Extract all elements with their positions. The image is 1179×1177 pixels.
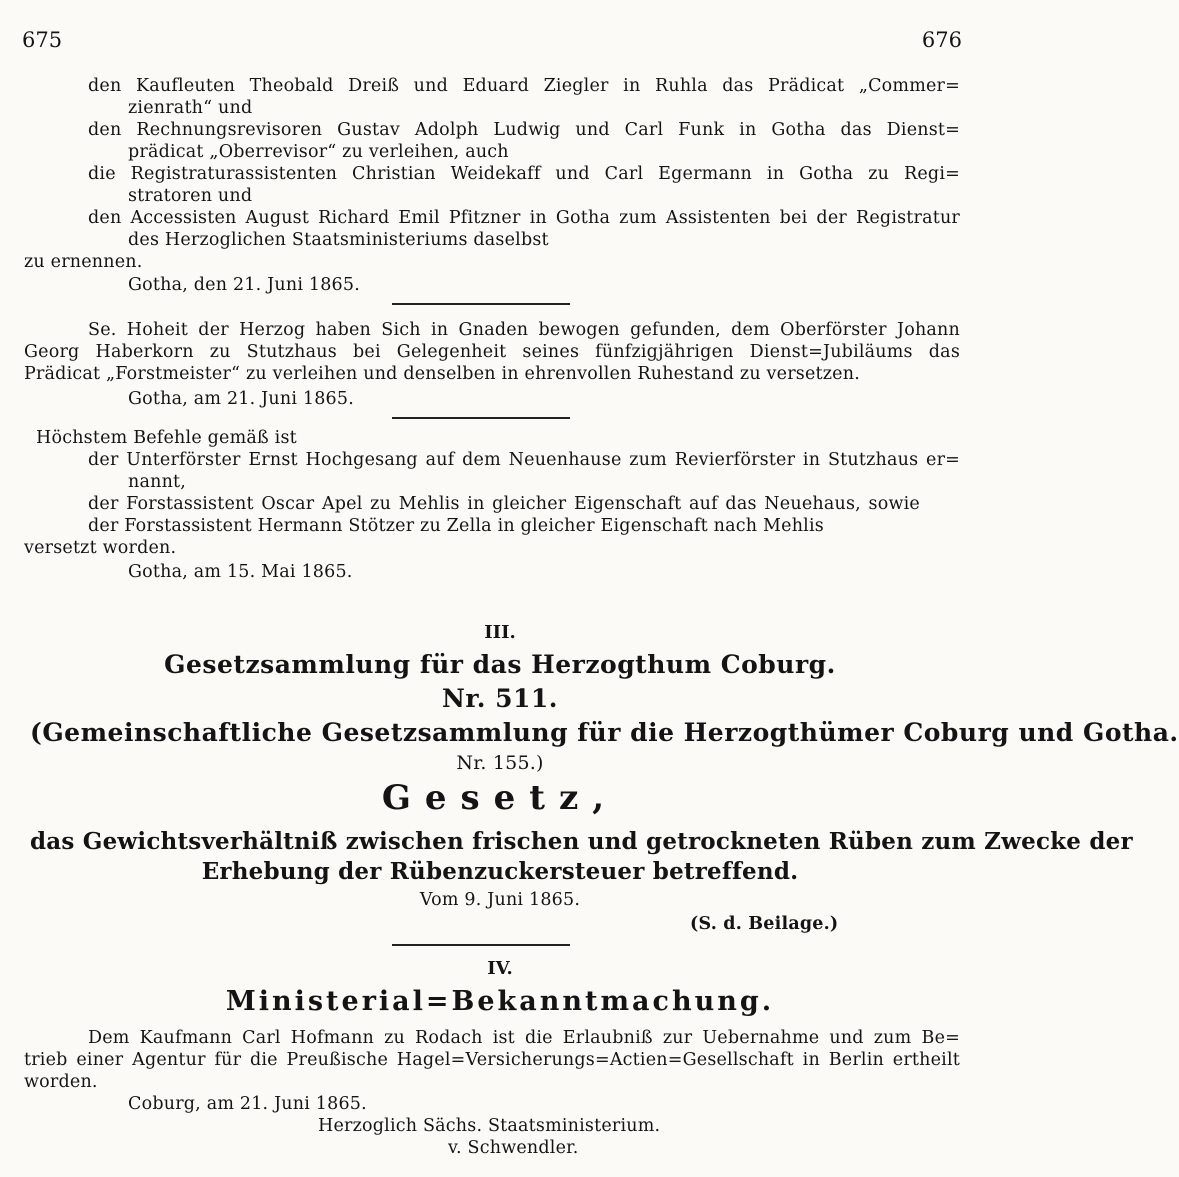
date-line: Gotha, am 15. Mai 1865. (128, 562, 353, 582)
separator-rule (392, 944, 570, 946)
text-line: Georg Haberkorn zu Stutzhaus bei Gelegenheit seines fünfzigjährigen Dienst=Jubiläums das (24, 342, 960, 362)
text-line: Dem Kaufmann Carl Hofmann zu Rodach ist die Erlaubniß zur Uebernahme und zum Be= (88, 1028, 960, 1048)
section-number-iii: III. (484, 622, 516, 643)
text-line: die Registraturassistenten Christian Weidekaff und Carl Egermann in Gotha zu Regi= (88, 164, 960, 184)
text-line: stratoren und (128, 186, 253, 206)
section-title: Ministerial=Bekanntmachung. (225, 986, 775, 1017)
text-line: prädicat „Oberrevisor“ zu verleihen, auch (128, 142, 509, 162)
text-line: versetzt worden. (24, 538, 177, 558)
text-line: Prädicat „Forstmeister“ zu verleihen und denselben in ehrenvollen Ruhestand zu versetzen. (24, 364, 860, 384)
text-line: trieb einer Agentur für die Preußische Hagel=Versicherungs=Actien=Gesellschaft in Berlin ertheilt (24, 1050, 960, 1070)
text-line: Höchstem Befehle gemäß ist (36, 428, 297, 448)
law-description: Erhebung der Rübenzuckersteuer betreffend. (201, 858, 799, 885)
date-line: Vom 9. Juni 1865. (419, 890, 581, 910)
law-number: Nr. 511. (441, 684, 559, 713)
date-line: Coburg, am 21. Juni 1865. (128, 1094, 367, 1114)
text-line: zu ernennen. (24, 252, 143, 272)
text-line: den Accessisten August Richard Emil Pfitzner in Gotha zum Assistenten bei der Registratur (88, 208, 960, 228)
text-line: zienrath“ und (128, 98, 253, 118)
page-number-right: 676 (921, 28, 962, 52)
text-line: der Forstassistent Hermann Stötzer zu Zella in gleicher Eigenschaft nach Mehlis (88, 516, 824, 536)
date-line: Gotha, den 21. Juni 1865. (128, 275, 360, 295)
page-number-left: 675 (22, 28, 63, 52)
text-line: des Herzoglichen Staatsministeriums daselbst (128, 230, 549, 250)
authority-line: Herzoglich Sächs. Staatsministerium. (318, 1116, 661, 1136)
section-subtitle: (Gemeinschaftliche Gesetzsammlung für die Herzogthümer Coburg und Gotha. (30, 718, 1179, 747)
text-line: worden. (24, 1072, 98, 1092)
text-line: den Rechnungsrevisoren Gustav Adolph Ludwig und Carl Funk in Gotha das Dienst= (88, 120, 960, 140)
law-heading: Gesetz, (381, 778, 619, 818)
section-title: Gesetzsammlung für das Herzogthum Coburg. (164, 650, 836, 679)
law-description: das Gewichtsverhältniß zwischen frischen und getrockneten Rüben zum Zwecke der (30, 828, 1133, 855)
text-line: den Kaufleuten Theobald Dreiß und Eduard Ziegler in Ruhla das Prädicat „Commer= (88, 76, 960, 96)
signature-line: v. Schwendler. (448, 1138, 579, 1158)
sub-number: Nr. 155.) (456, 752, 544, 774)
separator-rule (392, 417, 570, 419)
text-line: Se. Hoheit der Herzog haben Sich in Gnaden bewogen gefunden, dem Oberförster Johann (88, 320, 960, 340)
date-line: Gotha, am 21. Juni 1865. (128, 389, 354, 409)
supplement-note: (S. d. Beilage.) (690, 914, 839, 934)
text-line: nannt, (128, 472, 187, 492)
separator-rule (392, 303, 570, 305)
text-line: der Forstassistent Oscar Apel zu Mehlis in gleicher Eigenschaft auf das Neuehaus, sowie (88, 494, 920, 514)
section-number-iv: IV. (487, 958, 513, 979)
text-line: der Unterförster Ernst Hochgesang auf dem Neuenhause zum Revierförster in Stutzhaus er= (88, 450, 960, 470)
